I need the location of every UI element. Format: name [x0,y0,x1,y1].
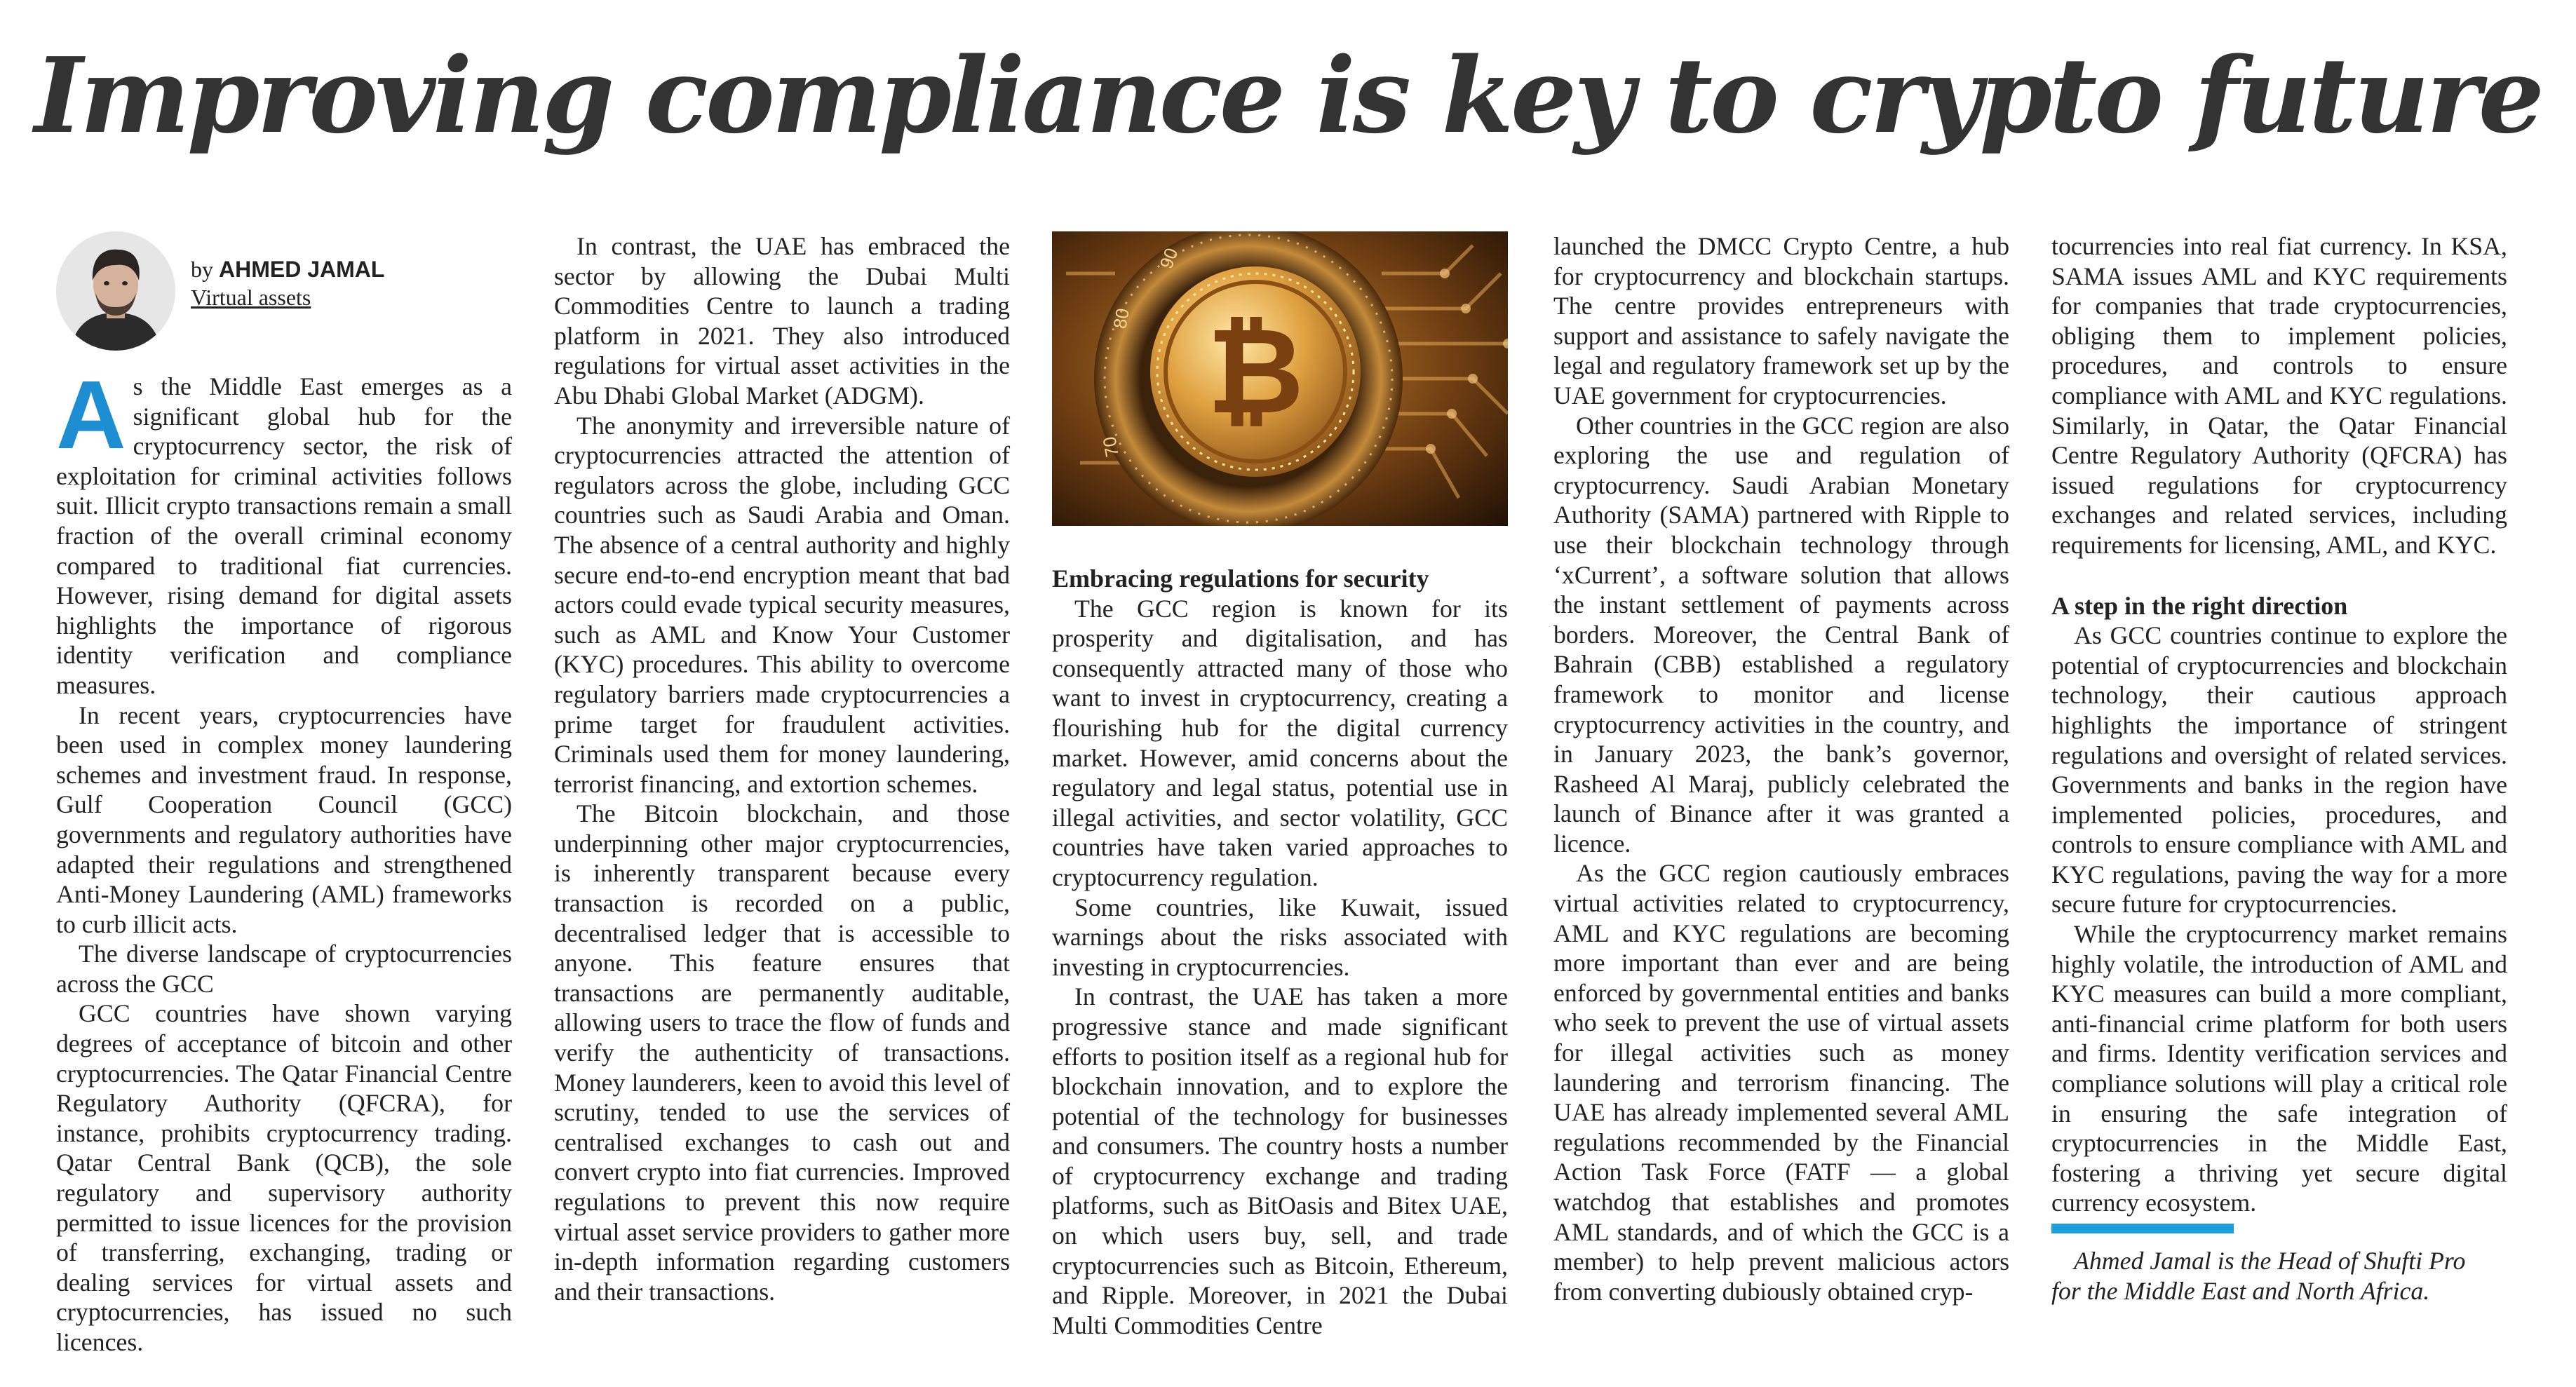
col2-paragraph-2: The anonymity and irreversible nature of cryptocurrencies attracted the attention of regulators across the globe, including GCC countries such as Saudi Arabia and Oman. The absence of a central authority and highly secure end-to-end encryption meant that bad actors could evade typical security measures, such as AML and Know Your Customer (KYC) procedures. This ability to overcome regulatory barriers made cryptocurrencies a prime target for fraudulent activities. Criminals used them for money laundering, terrorist financing, and extortion schemes. [554,411,1010,798]
col3-paragraph-3: In contrast, the UAE has taken a more progressive stance and made significant efforts to position itself as a regional hub for blockchain innovation, and to explore the potential of the technology for businesses and consumers. The country hosts a number of cryptocurrency exchange and trading platforms, such as BitOasis and Bitex UAE, on which users buy, sell, and trade cryptocurrencies such as Bitcoin, Ethereum, and Ripple. Moreover, in 2021 the Dubai Multi Commodities Centre [1052,982,1508,1339]
dial-label-90: 90 [1155,245,1182,272]
col1-paragraph-2: In recent years, cryptocurrencies have been used in complex money laundering schemes and investment fraud. In response, Gulf Cooperation Council (GCC) governments and regulatory authorities have adapted their regulations and strengthened Anti-Money Laundering (AML) frameworks to curb illicit acts. [56,701,512,938]
column-4 [1553,231,2009,1306]
author-avatar [56,231,175,351]
col1-paragraph-1-text: s the Middle East emerges as a significant global hub for the cryptocurrency sector, the risk of exploitation for criminal activities follows suit. Illicit crypto transactions remain a small fraction of the overall criminal economy compared to traditional fiat currencies. However, rising demand for digital assets highlights the importance of rigorous identity verification and compliance measures. [56,372,512,699]
drop-cap: A [56,361,126,469]
byline-text [191,255,384,311]
col3-paragraph-1: The GCC region is known for its prosperity and digitalisation, and has consequently attracted many of those who want to invest in cryptocurrency, creating a flourishing hub for the digital currency market. However, amid concerns about the regulatory and legal status, potential use in illegal activities, and sector volatility, GCC countries have taken varied approaches to cryptocurrency regulation. [1052,594,1508,891]
col5-paragraph-3: While the cryptocurrency market remains highly volatile, the introduction of AML and KYC measures can build a more compliant, anti-financial crime platform for both users and firms. Identity verification services and compliance solutions will play a critical role in ensuring the safe integration of cryptocurrencies in the Middle East, fostering a thriving yet secure digital currency ecosystem. [2051,920,2507,1217]
author-note-line-2: for the Middle East and North Africa. [2051,1276,2430,1305]
dial-label-70: 70 [1098,435,1123,459]
column-1 [56,231,512,1358]
col2-paragraph-1: In contrast, the UAE has embraced the sector by allowing the Dubai Multi Commodities Centre to launch a trading platform in 2021. They also introduced regulations for virtual asset activities in the Abu Dhabi Global Market (ADGM). [554,232,1010,410]
col4-paragraph-3: As the GCC region cautiously embraces virtual activities related to cryptocurrency, AML and KYC regulations are becoming more important than ever and are being enforced by governmental entities and banks who seek to prevent the use of virtual assets for illegal activities such as money laundering and terrorism financing. The UAE has already implemented several AML regulations recommended by the Financial Action Task Force (FATF — a global watchdog that establishes and promotes AML standards, and of which the GCC is a member) to help prevent malicious actors from converting dubiously obtained cryp- [1553,859,2009,1306]
dial-label-80: 80 [1109,306,1133,331]
col4-paragraph-1: launched the DMCC Crypto Centre, a hub for cryptocurrency and blockchain startups. The centre provides entrepreneurs with support and assistance to safely navigate the legal and regulatory framework set up by the UAE government for cryptocurrencies. [1553,232,2009,410]
col5-paragraph-1: tocurrencies into real fiat currency. In KSA, SAMA issues AML and KYC requirements for companies that trade cryptocurrencies, obliging them to implement policies, procedures, and controls to ensure compliance with AML and KYC regulations. Similarly, in Qatar, the Qatar Financial Centre Regulatory Authority (QFCRA) has issued regulations for cryptocurrency exchanges and related services, including requirements for licensing, AML, and KYC. [2051,232,2507,559]
author-portrait-icon [56,231,175,351]
byline-author: AHMED JAMAL [219,257,385,282]
bitcoin-vault-dial-icon [1052,231,1508,526]
headline: Improving compliance is key to crypto future [34,34,2542,156]
accent-bar [2051,1224,2234,1233]
subhead-embracing-regulations: Embracing regulations for security [1052,564,1429,593]
author-note [2051,1246,2507,1306]
column-5 [2051,231,2507,1306]
byline [56,231,512,372]
bitcoin-photo [1052,231,1508,526]
col4-paragraph-2: Other countries in the GCC region are also exploring the use and regulation of cryptocurrency. Saudi Arabian Monetary Authority (SAMA) partnered with Ripple to use their blockchain technology through ‘xCurrent’, a software solution that allows the instant settlement of payments across borders. Moreover, the Central Bank of Bahrain (CBB) established a regulatory framework to monitor and license cryptocurrency activities in the country, and in January 2023, the bank’s governor, Rasheed Al Maraj, publicly celebrated the launch of Binance after it was granted a licence. [1553,411,2009,858]
byline-prefix: by [191,257,213,282]
col1-paragraph-3: The diverse landscape of cryptocurrencies across the GCC [56,940,512,998]
byline-section: Virtual assets [191,285,311,310]
col1-paragraph-1 [56,361,512,701]
column-2 [554,231,1010,1306]
svg-text:₿: ₿ [1206,302,1304,441]
column-3 [1052,231,1508,1340]
col3-paragraph-2: Some countries, like Kuwait, issued warnings about the risks associated with investing in cryptocurrencies. [1052,893,1508,981]
author-note-line-1: Ahmed Jamal is the Head of Shufti Pro [2074,1247,2466,1275]
col2-paragraph-3: The Bitcoin blockchain, and those underpinning other major cryptocurrencies, is inherently transparent because every transaction is recorded on a public, decentralised ledger that is accessible to anyone. This feature ensures that transactions are permanently auditable, allowing users to trace the flow of funds and verify the authenticity of transactions. Money launderers, keen to avoid this level of scrutiny, tended to use the services of centralised exchanges to cash out and convert crypto into fiat currencies. Improved regulations to prevent this now require virtual asset service providers to gather more in-depth information regarding customers and their transactions. [554,799,1010,1306]
subhead-step-right-direction: A step in the right direction [2051,591,2348,620]
col1-paragraph-4: GCC countries have shown varying degrees of acceptance of bitcoin and other cryptocurrencies. The Qatar Financial Centre Regulatory Authority (QFCRA), for instance, prohibits cryptocurrency trading. Qatar Central Bank (QCB), the sole regulatory and supervisory authority permitted to issue licences for the provision of transferring, exchanging, trading or dealing services for virtual assets and cryptocurrencies, has issued no such licences. [56,999,512,1356]
col5-paragraph-2: As GCC countries continue to explore the potential of cryptocurrencies and blockchain technology, their cautious approach highlights the importance of stringent regulations and oversight of related services. Governments and banks in the region have implemented policies, procedures, and controls to ensure compliance with AML and KYC regulations, paving the way for a more secure future for cryptocurrencies. [2051,621,2507,919]
